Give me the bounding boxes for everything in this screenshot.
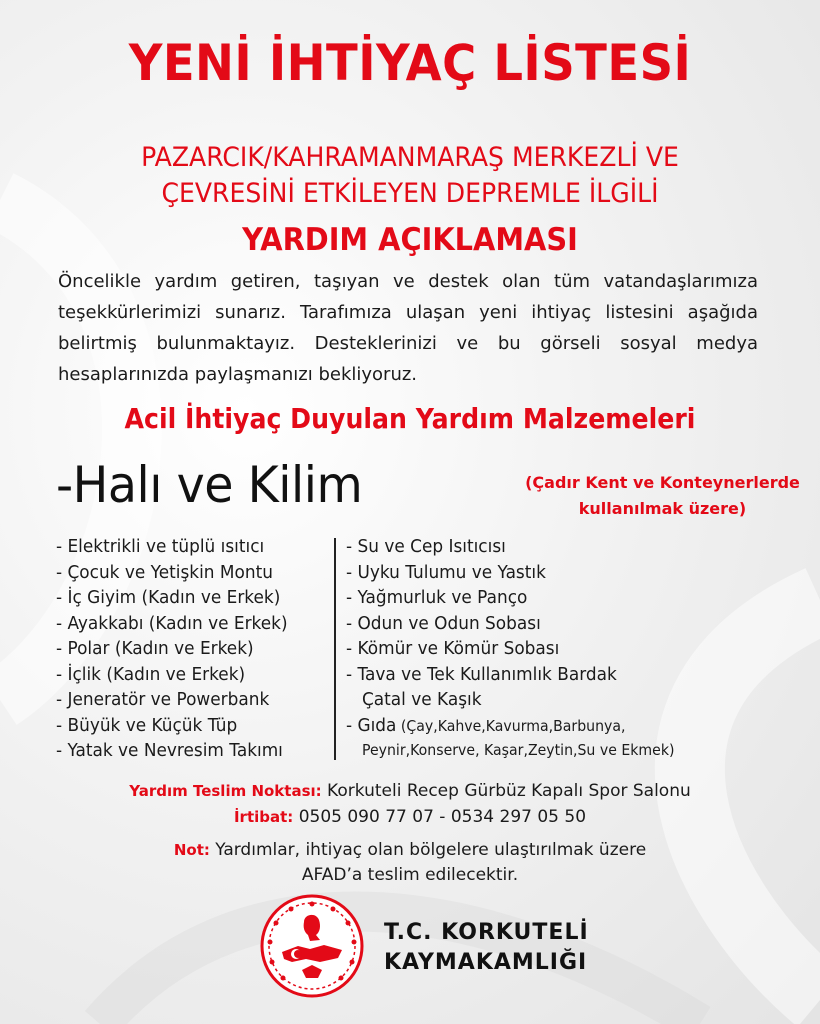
food-detail: (Çay,Kahve,Kavurma,Barbunya, xyxy=(396,716,626,735)
subtitle-line: PAZARCIK/KAHRAMANMARAŞ MERKEZLİ VE xyxy=(141,142,679,173)
subtitle-line: ÇEVRESİNİ ETKİLEYEN DEPREMLE İLGİLİ xyxy=(161,178,659,209)
contact-value: 0505 090 77 07 - 0534 297 05 50 xyxy=(293,807,587,827)
page-title: YENİ İHTİYAÇ LİSTESİ xyxy=(128,34,692,92)
note-line: AFAD’a teslim edilecektir. xyxy=(301,865,519,885)
list-item: - Elektrikli ve tüplü ısıtıcı xyxy=(56,536,265,557)
delivery-value: Korkuteli Recep Gürbüz Kapalı Spor Salonu xyxy=(321,781,691,801)
featured-note-line: (Çadır Kent ve Konteynerlerde xyxy=(525,473,800,492)
food-detail-continuation: Peynir,Konserve, Kaşar,Zeytin,Su ve Ekmek) xyxy=(361,741,675,759)
list-item: - Yağmurluk ve Panço xyxy=(346,587,528,608)
organization-name xyxy=(384,918,589,978)
list-item-continuation: Çatal ve Kaşık xyxy=(361,689,482,710)
featured-note-line: kullanılmak üzere) xyxy=(578,499,747,518)
subtitle-bold: YARDIM AÇIKLAMASI xyxy=(242,222,578,258)
organization-line: KAYMAKAMLIĞI xyxy=(384,950,588,975)
featured-item: -Halı ve Kilim xyxy=(56,456,363,514)
list-item: - Polar (Kadın ve Erkek) xyxy=(56,638,254,659)
list-item: - İç Giyim (Kadın ve Erkek) xyxy=(56,587,281,608)
intro-paragraph: Öncelikle yardım getiren, taşıyan ve destek olan tüm vatandaşlarımıza teşekkürlerimizi sunarız. Tarafımıza ulaşan yeni ihtiyaç listesini aşağıda belirtmiş bulunmaktayız. Desteklerinizi ve bu görseli sosyal medya hesaplarınızda paylaşmanızı bekliyoruz. xyxy=(58,271,758,385)
delivery-info xyxy=(0,778,820,830)
subtitle xyxy=(29,140,792,212)
contact-label: İrtibat: xyxy=(233,808,294,826)
list-item: - Jeneratör ve Powerbank xyxy=(56,689,270,710)
delivery-label: Yardım Teslim Noktası: xyxy=(129,782,322,800)
food-label: - Gıda xyxy=(346,714,397,736)
list-item: - Tava ve Tek Kullanımlık Bardak xyxy=(346,663,617,685)
list-item: - Yatak ve Nevresim Takımı xyxy=(56,740,283,761)
note-text: Yardımlar, ihtiyaç olan bölgelere ulaştırılmak üzere xyxy=(209,840,647,860)
food-item xyxy=(346,713,760,740)
featured-item-note xyxy=(520,470,805,522)
section-heading: Acil İhtiyaç Duyulan Yardım Malzemeleri xyxy=(124,402,696,435)
organization-line: T.C. KORKUTELİ xyxy=(384,920,589,945)
needs-list-left xyxy=(56,534,319,764)
list-item: - Çocuk ve Yetişkin Montu xyxy=(56,561,273,583)
kaymakamlik-emblem-icon xyxy=(258,892,366,1000)
contact-info xyxy=(0,804,820,830)
column-divider xyxy=(334,538,336,760)
note-label: Not: xyxy=(173,841,210,859)
list-item: - Su ve Cep Isıtıcısı xyxy=(346,536,506,557)
list-item: - Kömür ve Kömür Sobası xyxy=(346,638,560,659)
delivery-point xyxy=(0,778,820,804)
list-item: - Odun ve Odun Sobası xyxy=(346,612,541,634)
list-item: - Büyük ve Küçük Tüp xyxy=(56,714,238,736)
list-item: - İçlik (Kadın ve Erkek) xyxy=(56,663,246,685)
note-line xyxy=(0,838,820,863)
list-item: - Uyku Tulumu ve Yastık xyxy=(346,561,546,583)
list-item: - Ayakkabı (Kadın ve Erkek) xyxy=(56,612,288,634)
note xyxy=(0,838,820,888)
needs-list-right xyxy=(346,534,760,761)
